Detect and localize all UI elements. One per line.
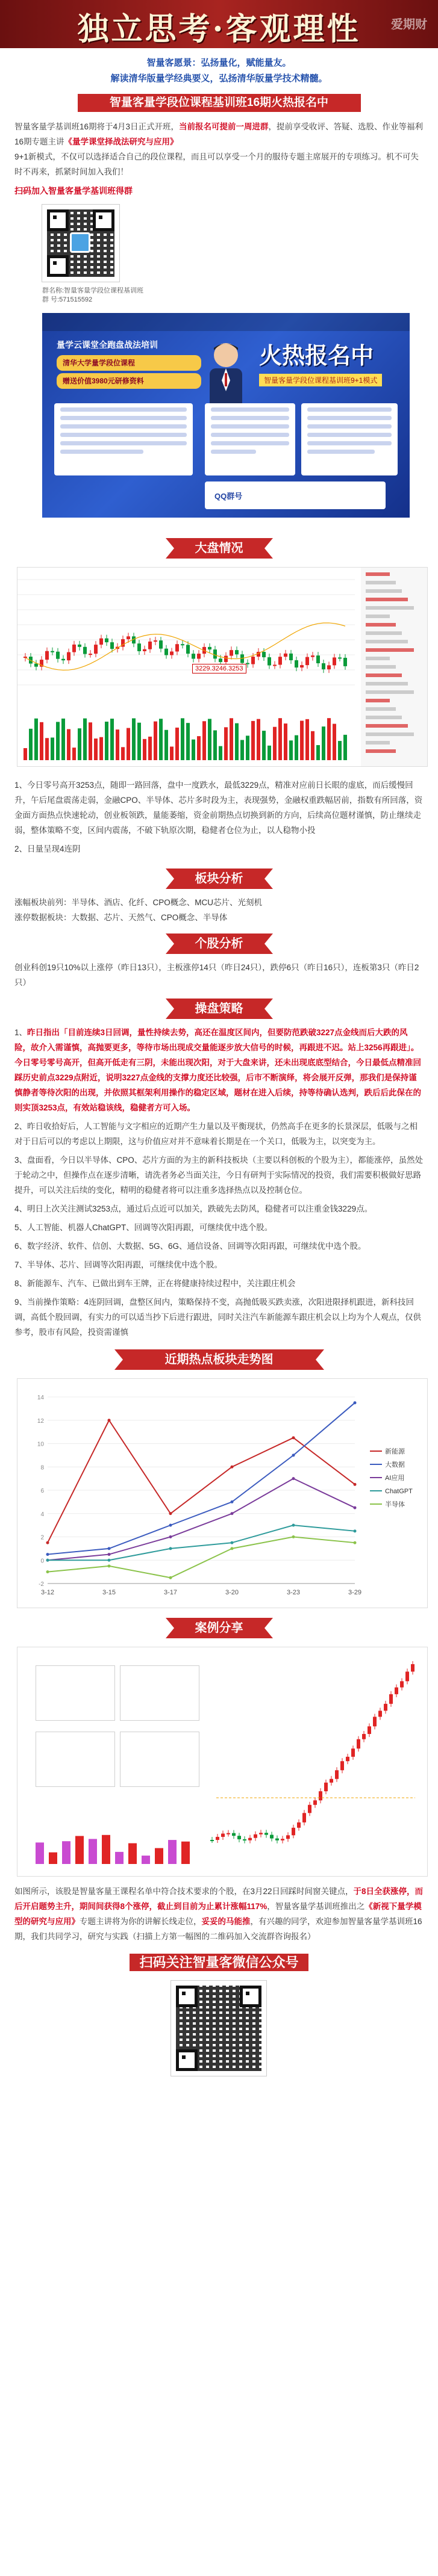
series-point <box>354 1483 357 1486</box>
series-point <box>108 1547 111 1550</box>
case-candle <box>302 1813 306 1822</box>
series-point <box>108 1553 111 1556</box>
volume-bar <box>278 718 282 760</box>
y-tick-label: 12 <box>37 1417 44 1425</box>
x-tick-label: 3-23 <box>286 1589 301 1596</box>
volume-bar <box>181 718 184 760</box>
case-candle <box>308 1805 311 1813</box>
promo-list-box-2 <box>205 403 295 475</box>
volume-bar <box>257 719 260 760</box>
volume-bar <box>72 748 76 760</box>
volume-bar <box>316 745 320 760</box>
course-p3: 9+1新模式，不仅可以选择适合自己的段位课程，而且可以享受一个月的服待专题主席展开的专项练习。机不可失时不再来，抓紧时间加入我们！ <box>14 152 419 176</box>
volume-bar <box>148 737 152 760</box>
volume-bar <box>213 730 217 760</box>
banner-title: 独立思考·客观理性 <box>77 11 361 48</box>
series-point <box>292 1477 295 1480</box>
volume-bar <box>322 726 325 760</box>
y-tick-label: 4 <box>40 1511 44 1518</box>
volume-bar <box>159 719 163 760</box>
hot-trend-svg <box>17 1379 427 1608</box>
volume-bar <box>289 740 293 760</box>
series-point <box>46 1570 49 1573</box>
volume-bar <box>343 735 347 760</box>
volume-bar <box>154 722 157 760</box>
market-items <box>0 778 438 856</box>
volume-bar <box>164 730 168 760</box>
market-item-1: 1、今日零号高开3253点，随即一路回落，盘中一度跌水，最低3229点，精准对应前日长眼的虚底，而后缓慢回升，午后尾盘震荡走弱，金融CPO、半导体、芯片多时段为主，表现强势，金融权重跌幅居前，指数有所回落，资金面方面热点快速轮动，创业板领跌，量能萎缩，资金前期热点切换到新的方向，后续高位题材谨慎，防止继续走弱，整体策略不变，区间内震荡，不破下轨原次期，稳健者仓位为止，以人稳物小投 <box>14 781 423 835</box>
strategy-items <box>0 1025 438 1340</box>
volume-bar <box>99 737 103 760</box>
case-volume-bar <box>128 1844 137 1864</box>
volume-bar <box>219 746 222 760</box>
volume-bar <box>143 739 146 760</box>
series-point <box>354 1541 357 1544</box>
series-point <box>231 1512 234 1515</box>
x-tick-label: 3-20 <box>225 1589 239 1596</box>
promo-subline: 智量客量学段位课程基训班9+1模式 <box>259 374 382 386</box>
market-item-2: 2、日量呈现4连阴 <box>14 844 81 853</box>
volume-bar <box>45 738 49 760</box>
series-point <box>292 1436 295 1439</box>
volume-bar <box>89 722 92 760</box>
volume-bar <box>284 723 287 760</box>
case-volume-bar <box>155 1848 163 1864</box>
strategy-item: 9、当前操作策略：4连阴回调，盘整区间内，策略保持不变，高抛低吸买跌卖涨，次阳进限择机跟进，新科技回调，高低个股回调，有实力的可以适当抄下后进行跟进，同时关注汽车新能源车跟庄机会以上均为个人观点，仅供参考，股市有风险，投资需谨慎 <box>14 1298 421 1337</box>
qr-card <box>42 205 193 301</box>
case-candle <box>340 1761 344 1770</box>
series-point <box>292 1535 295 1538</box>
volume-bar <box>121 747 125 760</box>
volume-bar <box>56 722 60 760</box>
series-point <box>354 1401 357 1404</box>
case-volume-bar <box>36 1842 44 1864</box>
course-p1: 智量客量学基训班16期将于4月3日正式开班，当前报名可提前一周进群，提前享受收评、答疑、选股、作业等福利 <box>14 122 424 131</box>
promo-left-title: 量学云课堂全跑盘战法培训 <box>57 340 158 350</box>
series-point <box>169 1576 172 1579</box>
volume-bar <box>51 737 54 760</box>
case-volume-bar <box>89 1839 97 1864</box>
volume-bar <box>116 729 119 760</box>
volume-bar <box>23 748 27 760</box>
course-p2: 16期专题主讲《量学课堂择战法研究与应用》 <box>14 137 178 146</box>
case-volume-bar <box>168 1840 177 1864</box>
volume-bar <box>67 729 70 760</box>
case-candle <box>270 1835 274 1839</box>
volume-bar <box>83 719 87 760</box>
case-candle <box>237 1836 241 1839</box>
volume-bar <box>110 719 114 760</box>
case-candle <box>286 1835 290 1839</box>
case-candle <box>384 1704 387 1711</box>
x-tick-label: 3-12 <box>40 1589 55 1596</box>
legend-label: 大数据 <box>385 1461 405 1469</box>
case-volume-bar <box>49 1853 57 1864</box>
series-line <box>48 1403 355 1555</box>
case-candle <box>373 1717 377 1726</box>
promo-bar: 智量客量学段位课程基训班16期火热报名中 <box>78 94 361 112</box>
y-tick-label: 10 <box>37 1441 44 1448</box>
case-candle <box>281 1839 284 1841</box>
case-volume-bar <box>62 1841 70 1864</box>
section-case-title: 案例分享 <box>174 1618 264 1638</box>
case-screenshot <box>17 1647 428 1877</box>
promo-list-box-1 <box>54 403 193 475</box>
case-candle <box>243 1839 246 1841</box>
footer-title: 扫码关注智量客微信公众号 <box>0 1952 438 1971</box>
legend-label: 新能源 <box>385 1448 405 1455</box>
case-candle <box>330 1779 333 1783</box>
promo-list-box-3 <box>301 403 398 475</box>
case-candle <box>405 1671 409 1681</box>
series-point <box>46 1541 49 1544</box>
case-candle <box>221 1833 225 1836</box>
volume-bar <box>240 740 244 760</box>
scan-join-link[interactable]: 扫码加入智量客量学基训班得群 <box>14 186 133 196</box>
x-tick-label: 3-29 <box>348 1589 362 1596</box>
volume-bar <box>224 727 228 760</box>
volume-bar <box>208 719 211 760</box>
case-candle <box>319 1791 322 1800</box>
series-point <box>169 1524 172 1527</box>
series-line <box>48 1525 355 1560</box>
case-candle <box>216 1837 219 1840</box>
volume-bar <box>262 731 266 760</box>
volume-bar <box>333 724 336 760</box>
sector-line-2: 涨停数据板块：大数据、芯片、天然气、CPO概念、半导体 <box>14 913 228 922</box>
case-candle <box>313 1800 317 1804</box>
qr-caption: 群名称:智量客量学段位课程基训班 群 号:571515592 <box>42 287 144 303</box>
volume-bar <box>34 719 38 760</box>
case-candle <box>232 1833 236 1836</box>
volume-bar <box>235 723 239 760</box>
volume-bar <box>29 729 33 760</box>
legend-label: 半导体 <box>385 1501 405 1508</box>
promo-pill-2: 赠送价值3980元研修资料 <box>57 373 201 389</box>
promo-footer: QQ群号 <box>205 481 386 509</box>
case-candle <box>210 1840 214 1841</box>
case-candle <box>411 1664 415 1671</box>
case-candle <box>254 1834 257 1838</box>
market-kline-chart <box>17 567 428 767</box>
y-tick-label: 14 <box>37 1395 44 1401</box>
volume-bar <box>94 738 98 760</box>
stocks-line: 创业科创19只10%以上涨停（昨日13只），主板涨停14只（昨日24只），跌停6只（昨日16只），连板第3只（昨日2只） <box>14 963 419 987</box>
series-point <box>292 1524 295 1527</box>
x-tick-label: 3-15 <box>102 1589 116 1596</box>
y-tick-label: 8 <box>40 1464 44 1472</box>
group-qr-code[interactable] <box>42 205 119 282</box>
series-point <box>46 1553 49 1556</box>
case-candle <box>357 1739 360 1749</box>
case-volume-bar <box>142 1856 150 1864</box>
volume-bar <box>105 722 108 760</box>
strategy-item: 2、昨日收拾好后，人工智能与文字相应的近期产生力量以及平衡现状，仍然高手在更多的长景深层，低吸与之相对于日后可以的考虑以上期限，这与价值应对并不意味着长期是在一个关口，低吸为主，以突变为主。 <box>14 1122 418 1146</box>
legend-label: AI应用 <box>385 1475 405 1482</box>
series-point <box>108 1564 111 1567</box>
series-point <box>231 1466 234 1469</box>
case-candle <box>324 1783 328 1791</box>
section-market-title: 大盘情况 <box>174 538 264 559</box>
case-candle <box>335 1770 339 1779</box>
series-point <box>354 1506 357 1509</box>
strategy-item: 5、人工智能、机器人ChatGPT、回调等次阳再跟，可继续优中选个股。 <box>14 1223 273 1232</box>
series-point <box>108 1419 111 1422</box>
series-point <box>231 1541 234 1544</box>
case-candle <box>227 1833 230 1834</box>
case-candle <box>395 1688 398 1694</box>
volume-bar <box>273 727 277 760</box>
kline-annotation: 3229.3246.3253 <box>192 664 246 673</box>
case-description: 如图所示，该股是智量客量王课程名单中符合技术要求的个股，在3月22日回踩时间窗关键点，于8日全获涨停，而后开启题势主升，期间间获得8个涨停，截止到目前为止累计涨幅117%，智量客量学基训班推出之《新视下量学模型的研究与应用》专题主讲将为你的讲解长线走位，妥妥的马能推，有兴趣的同学，欢迎参加智量客量学基训班16期，我们共同学习，研究与实践（扫描上方第一幅图的二维码加入交流群咨询报名） <box>14 1887 424 1941</box>
volume-bar <box>300 721 304 760</box>
promo-pill-1: 清华大学量学段位课程 <box>57 355 201 371</box>
volume-bar <box>132 718 136 760</box>
strategy-item: 3、盘面看，今日以半导体、CPO、芯片方面的为主的新科技板块（主要以科创板的个股为主），都能涨停，虽然处于轮动之中，但操作点在逐步清晰，请洗者务必当面关注，今日有研判于实际情况的投资，我们需要积极做好思路提升，可以关注后续的变化，精明的稳健者将可以注重多选择热点以及控制仓位。 <box>14 1156 424 1195</box>
case-candle <box>259 1833 263 1834</box>
strategy-item: 1、昨日指出「目前连续3日回调，量性持续去势，高还在温度区间内，但要防范跌破3227点金线而后大跌的风险，故介入需谨慎，高抛要更多，等待市场出现成交量能逐步放大信号的时候，再跟进不迟。站上3256再跟进」。今日零号零号高开，但高开低走有三阴，未能出现次阳，对于大盘来讲，还未出现底底型结合，今日最低点精准回踩历史前点3229点附近，说明3227点金线的支撑力度还比较强，后市不断演绎，将会展开反弹，那我们是保持谨慎静者等待次阳的出现，并依照其框架利用操作的稳定区域，题材在进入后续，持等待确认选判，跌后后此保在的则实顶3253点，有效站稳该线，稳健者方可入场。 <box>14 1028 421 1112</box>
mission-line: 解读清华版量学经典要义，弘扬清华版量学技术精髓。 <box>110 73 328 84</box>
series-point <box>354 1529 357 1532</box>
case-inset-1 <box>36 1665 115 1721</box>
case-volume-bar <box>181 1842 190 1864</box>
series-point <box>231 1500 234 1503</box>
series-line <box>48 1537 355 1578</box>
volume-bar <box>137 723 141 760</box>
case-candle <box>362 1734 366 1739</box>
volume-bar <box>311 731 314 760</box>
top-banner <box>0 0 438 48</box>
case-inset-4 <box>120 1732 199 1787</box>
volume-bar <box>327 718 331 760</box>
case-volume-bar <box>75 1836 84 1864</box>
volume-bar <box>338 741 342 760</box>
case-candle <box>378 1711 382 1717</box>
series-point <box>231 1547 234 1550</box>
y-tick-label: -2 <box>39 1581 44 1588</box>
x-tick-label: 3-17 <box>163 1589 178 1596</box>
case-inset-2 <box>36 1732 115 1787</box>
volume-bar <box>192 740 195 760</box>
section-strategy-title: 操盘策略 <box>174 999 264 1019</box>
case-candle <box>264 1833 268 1834</box>
volume-bar <box>78 728 81 760</box>
qq-logo-icon <box>70 232 90 253</box>
vision-line: 智量客愿景：弘扬量化，赋能量友。 <box>146 58 292 68</box>
case-candle <box>248 1838 252 1841</box>
series-point <box>108 1559 111 1562</box>
volume-bar <box>40 722 43 760</box>
y-tick-label: 6 <box>40 1488 44 1494</box>
strategy-item: 6、数字经济、软件、信创、大数据、5G、6G、通信设备、回调等次阳再跟，可继续优中选个股。 <box>14 1242 366 1251</box>
y-tick-label: 2 <box>40 1534 44 1541</box>
case-candle <box>292 1828 295 1836</box>
section-sector-title: 板块分析 <box>174 868 264 889</box>
volume-bar <box>202 721 206 760</box>
series-point <box>46 1559 49 1562</box>
strategy-item: 8、新能源车、汽车、已做出到车王牌，正在将健康持续过程中，关注跟庄机会 <box>14 1279 296 1288</box>
series-line <box>48 1420 355 1543</box>
strategy-item: 7、半导体、芯片、回调等次阳再跟，可继续优中选个股。 <box>14 1260 223 1269</box>
series-point <box>169 1535 172 1538</box>
volume-bar <box>295 735 298 760</box>
volume-bar <box>175 728 179 760</box>
case-inset-3 <box>120 1665 199 1721</box>
volume-bar <box>197 736 201 760</box>
strategy-item: 4、明日上次关注测试3253点，通过后点近可以加关，跌破先去防风，稳健者可以注重金钱3229点。 <box>14 1204 373 1213</box>
y-tick-label: 0 <box>40 1558 44 1565</box>
volume-bar <box>305 719 309 760</box>
volume-bar <box>61 719 65 760</box>
case-candle <box>275 1839 279 1841</box>
promo-image <box>42 313 410 518</box>
case-candle <box>400 1681 404 1687</box>
series-point <box>169 1547 172 1550</box>
case-volume-bar <box>115 1852 124 1864</box>
hot-trend-chart <box>17 1378 428 1608</box>
volume-bar <box>251 721 255 760</box>
volume-bar <box>170 746 174 760</box>
volume-bar <box>186 723 190 760</box>
volume-bar <box>267 746 271 760</box>
case-candle <box>368 1726 371 1734</box>
case-candle <box>389 1694 393 1704</box>
case-candle <box>346 1757 349 1761</box>
volume-bar <box>246 735 249 760</box>
case-candle <box>297 1822 301 1828</box>
watermark: 爱期财 <box>391 18 427 31</box>
case-candle <box>351 1748 355 1757</box>
promo-headline: 火热报名中 <box>259 344 374 369</box>
case-volume-bar <box>102 1835 110 1864</box>
volume-bar <box>230 718 233 760</box>
section-hot-trend-title: 近期热点板块走势图 <box>123 1349 316 1370</box>
section-stocks-title: 个股分析 <box>174 933 264 954</box>
wechat-qr-code[interactable] <box>171 1981 267 2077</box>
sector-line-1: 涨幅板块前列：半导体、酒店、化纤、CPO概念、MCU芯片、光刻机 <box>14 898 262 907</box>
series-point <box>292 1454 295 1457</box>
volume-bar <box>127 728 130 760</box>
series-point <box>169 1512 172 1515</box>
kline-side-panel <box>361 568 427 766</box>
legend-label: ChatGPT <box>385 1488 413 1495</box>
